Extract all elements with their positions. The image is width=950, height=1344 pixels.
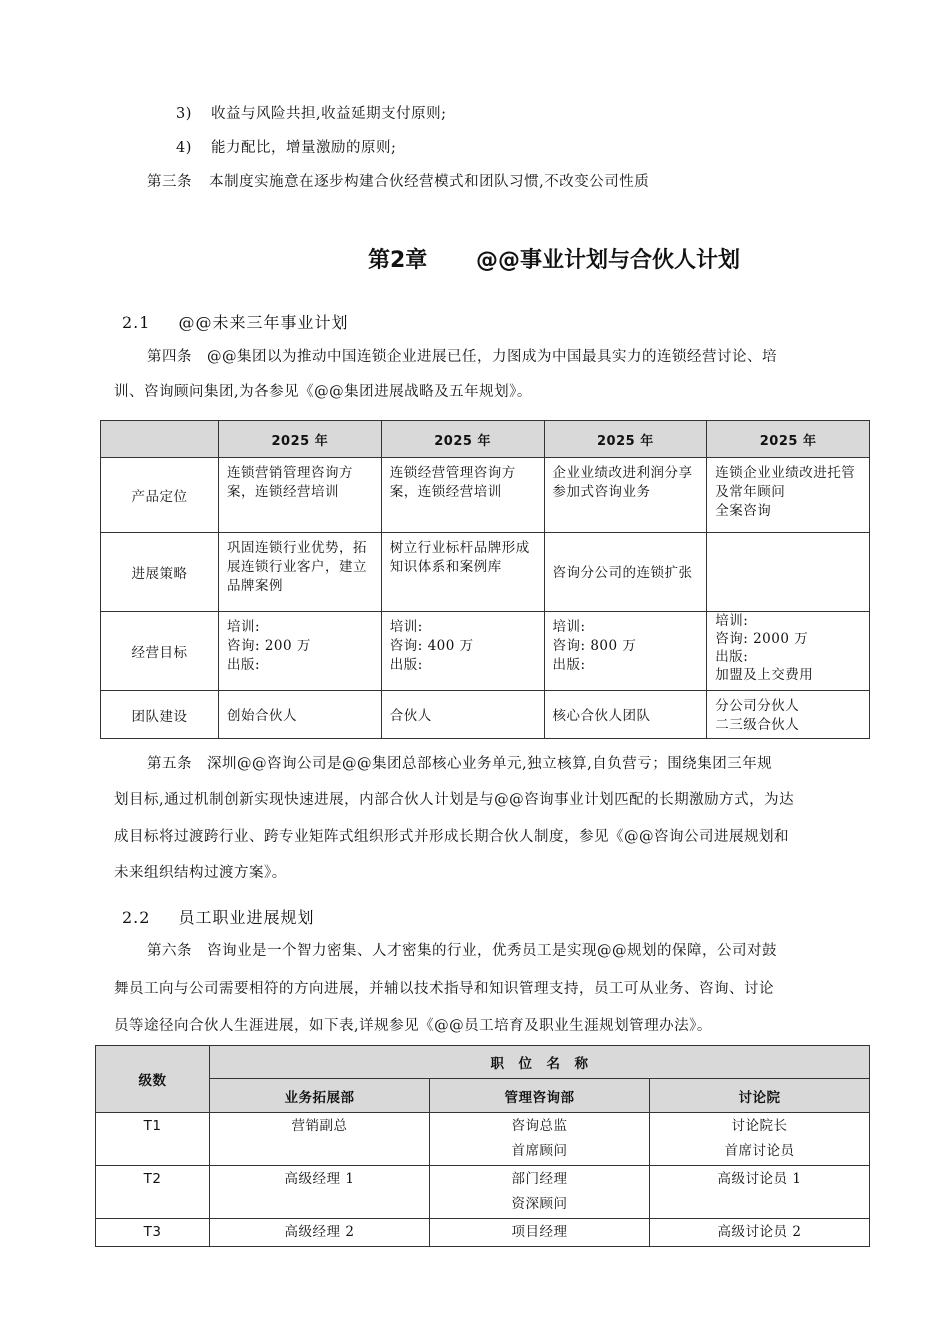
table-cell: 咨询分公司的连锁扩张 <box>544 533 707 612</box>
table-cell: 分公司分伙人 二三级合伙人 <box>707 691 870 739</box>
header-cell-year: 2025 年 <box>544 421 707 458</box>
table-header-row <box>96 1079 870 1113</box>
article-6-line-2: 舞员工向与公司需要相符的方向进展，并辅以技术指导和知识管理支持，员工可从业务、咨询、讨论 <box>114 981 774 997</box>
table-cell: 连锁经营管理咨询方案，连锁经营培训 <box>381 458 544 533</box>
table-cell: 企业业绩改进利润分享 参加式咨询业务 <box>544 458 707 533</box>
table-row <box>101 458 870 533</box>
table-cell: 高级讨论员 1 <box>650 1166 870 1219</box>
dept-header: 管理咨询部 <box>430 1079 650 1113</box>
article-label: 第三条 <box>147 174 192 190</box>
row-label: 进展策略 <box>101 533 219 612</box>
level-cell: T1 <box>96 1113 210 1166</box>
table-cell: 培训: 咨询: 400 万 出版: <box>381 612 544 691</box>
table-cell: 高级讨论员 2 <box>650 1219 870 1247</box>
table-cell: 巩固连锁行业优势，拓展连锁行业客户，建立品牌案例 <box>219 533 382 612</box>
table-row <box>101 533 870 612</box>
row-label: 经营目标 <box>101 612 219 691</box>
header-cell-empty <box>101 421 219 458</box>
article-5-line-1: 第五条 深圳@@咨询公司是@@集团总部核心业务单元,独立核算,自负营亏；围绕集团三年规 <box>147 756 773 772</box>
article-6-line-3: 员等途径向合伙人生涯进展，如下表,详规参见《@@员工培育及职业生涯规划管理办法》。 <box>114 1018 712 1034</box>
table-row <box>101 612 870 691</box>
table-row <box>96 1166 870 1219</box>
list-item-3 <box>176 102 447 123</box>
header-cell-year: 2025 年 <box>219 421 382 458</box>
level-cell: T2 <box>96 1166 210 1219</box>
row-label: 团队建设 <box>101 691 219 739</box>
article-3 <box>147 170 649 191</box>
dept-header: 讨论院 <box>650 1079 870 1113</box>
chapter-number: 第2章 <box>368 248 428 273</box>
section-title: 员工职业进展规划 <box>178 908 315 927</box>
list-item-4 <box>176 136 396 157</box>
table-row <box>96 1113 870 1166</box>
list-text: 能力配比，增量激励的原则; <box>211 140 397 156</box>
article-5-line-4: 未来组织结构过渡方案》。 <box>114 865 287 881</box>
section-number: 2.2 <box>122 908 151 927</box>
table-cell: 培训: 咨询: 2000 万 出版: 加盟及上交费用 <box>707 612 870 691</box>
section-heading-2-2 <box>122 905 315 928</box>
article-4-line-2: 训、咨询顾问集团,为各参见《@@集团进展战略及五年规划》。 <box>114 384 532 400</box>
table-cell: 高级经理 2 <box>210 1219 430 1247</box>
chapter-title: @@事业计划与合伙人计划 <box>476 248 741 273</box>
table-cell: 部门经理 资深顾问 <box>430 1166 650 1219</box>
header-cell-year: 2025 年 <box>707 421 870 458</box>
table-cell: 培训: 咨询: 200 万 出版: <box>219 612 382 691</box>
table-header-row <box>101 421 870 458</box>
dept-header: 业务拓展部 <box>210 1079 430 1113</box>
table-cell: 连锁营销管理咨询方案，连锁经营培训 <box>219 458 382 533</box>
table-cell: 营销副总 <box>210 1113 430 1166</box>
section-heading-2-1 <box>122 310 349 333</box>
list-number: 3) <box>176 106 192 122</box>
header-cell-year: 2025 年 <box>381 421 544 458</box>
row-label: 产品定位 <box>101 458 219 533</box>
table-cell <box>707 533 870 612</box>
table-cell: 项目经理 <box>430 1219 650 1247</box>
table-cell: 培训: 咨询: 800 万 出版: <box>544 612 707 691</box>
section-number: 2.1 <box>122 313 151 332</box>
table-cell: 高级经理 1 <box>210 1166 430 1219</box>
position-name-header: 职 位 名 称 <box>210 1046 870 1079</box>
table-cell: 合伙人 <box>381 691 544 739</box>
table-row <box>96 1219 870 1247</box>
article-text: 本制度实施意在逐步构建合伙经营模式和团队习惯,不改变公司性质 <box>209 174 650 190</box>
table-cell: 连锁企业业绩改进托管及常年顾问 全案咨询 <box>707 458 870 533</box>
level-header: 级数 <box>96 1046 210 1113</box>
table-cell: 咨询总监 首席顾问 <box>430 1113 650 1166</box>
section-title: @@未来三年事业计划 <box>178 313 349 332</box>
article-6-line-1: 第六条 咨询业是一个智力密集、人才密集的行业，优秀员工是实现@@规划的保障，公司对鼓 <box>147 943 777 959</box>
table-cell: 树立行业标杆品牌形成知识体系和案例库 <box>381 533 544 612</box>
table-cell: 讨论院长 首席讨论员 <box>650 1113 870 1166</box>
level-cell: T3 <box>96 1219 210 1247</box>
article-5-line-3: 成目标将过渡跨行业、跨专业矩阵式组织形式并形成长期合伙人制度，参见《@@咨询公司进展规划和 <box>114 829 789 845</box>
career-path-table <box>95 1045 870 1247</box>
business-plan-table <box>100 420 870 739</box>
list-number: 4) <box>176 140 192 156</box>
table-cell: 核心合伙人团队 <box>544 691 707 739</box>
article-4-line-1: 第四条 @@集团以为推动中国连锁企业进展已任，力图成为中国最具实力的连锁经营讨论、培 <box>147 349 777 365</box>
table-cell: 创始合伙人 <box>219 691 382 739</box>
table-row <box>101 691 870 739</box>
list-text: 收益与风险共担,收益延期支付原则; <box>211 106 447 122</box>
table-header-row <box>96 1046 870 1079</box>
article-5-line-2: 划目标,通过机制创新实现快速进展，内部合伙人计划是与@@咨询事业计划匹配的长期激励方式，为达 <box>114 792 795 808</box>
